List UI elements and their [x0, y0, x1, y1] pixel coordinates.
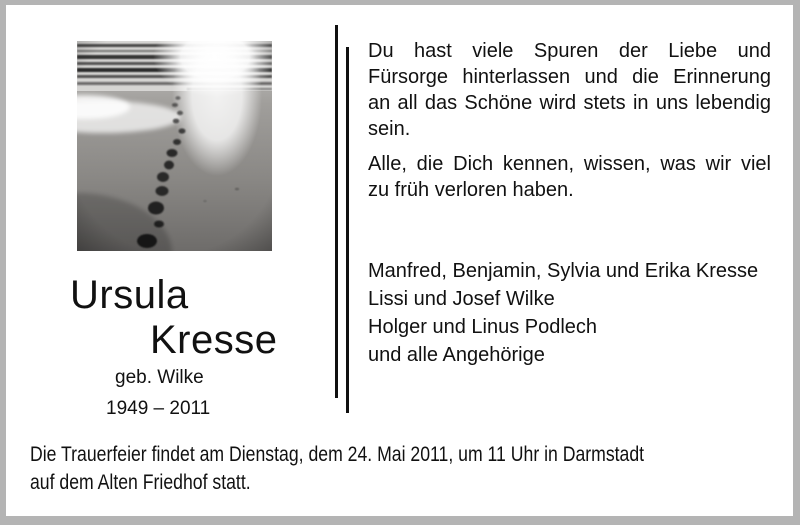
tribute-line: sein. — [368, 118, 411, 140]
tribute-paragraph-1 — [368, 38, 771, 142]
tribute-line: Alle, die Dich kennen, wissen, was wir viel — [368, 153, 771, 175]
deceased-life-years: 1949 – 2011 — [106, 398, 211, 419]
beach-footprints-illustration — [77, 41, 272, 251]
mourners-line: und alle Angehörige — [368, 344, 545, 366]
vertical-divider-rule-inner — [346, 47, 349, 413]
tribute-line: Du hast viele Spuren der Liebe und — [368, 40, 771, 62]
deceased-first-name: Ursula — [70, 273, 189, 317]
mourners-line: Lissi und Josef Wilke — [368, 288, 555, 310]
funeral-info — [30, 441, 790, 497]
deceased-birth-name: geb. Wilke — [115, 367, 204, 388]
tribute-line: Fürsorge hinterlassen und die Erinnerung — [368, 66, 771, 88]
tribute-line: zu früh verloren haben. — [368, 179, 574, 201]
funeral-info-line: auf dem Alten Friedhof statt. — [30, 471, 251, 494]
deceased-last-name: Kresse — [150, 318, 278, 362]
mourners-line: Holger und Linus Podlech — [368, 316, 598, 338]
tribute-paragraph-2 — [368, 151, 771, 203]
mourners-line: Manfred, Benjamin, Sylvia und Erika Kresse — [368, 260, 759, 282]
funeral-info-line: Die Trauerfeier findet am Dienstag, dem 24. Mai 2011, um 11 Uhr in Darmstadt — [30, 443, 645, 466]
tribute-line: an all das Schöne wird stets in uns lebendig — [368, 92, 771, 114]
beach-footprints-photo — [77, 41, 272, 251]
vertical-divider-rule-outer — [335, 25, 338, 398]
mourners-list — [368, 257, 778, 369]
